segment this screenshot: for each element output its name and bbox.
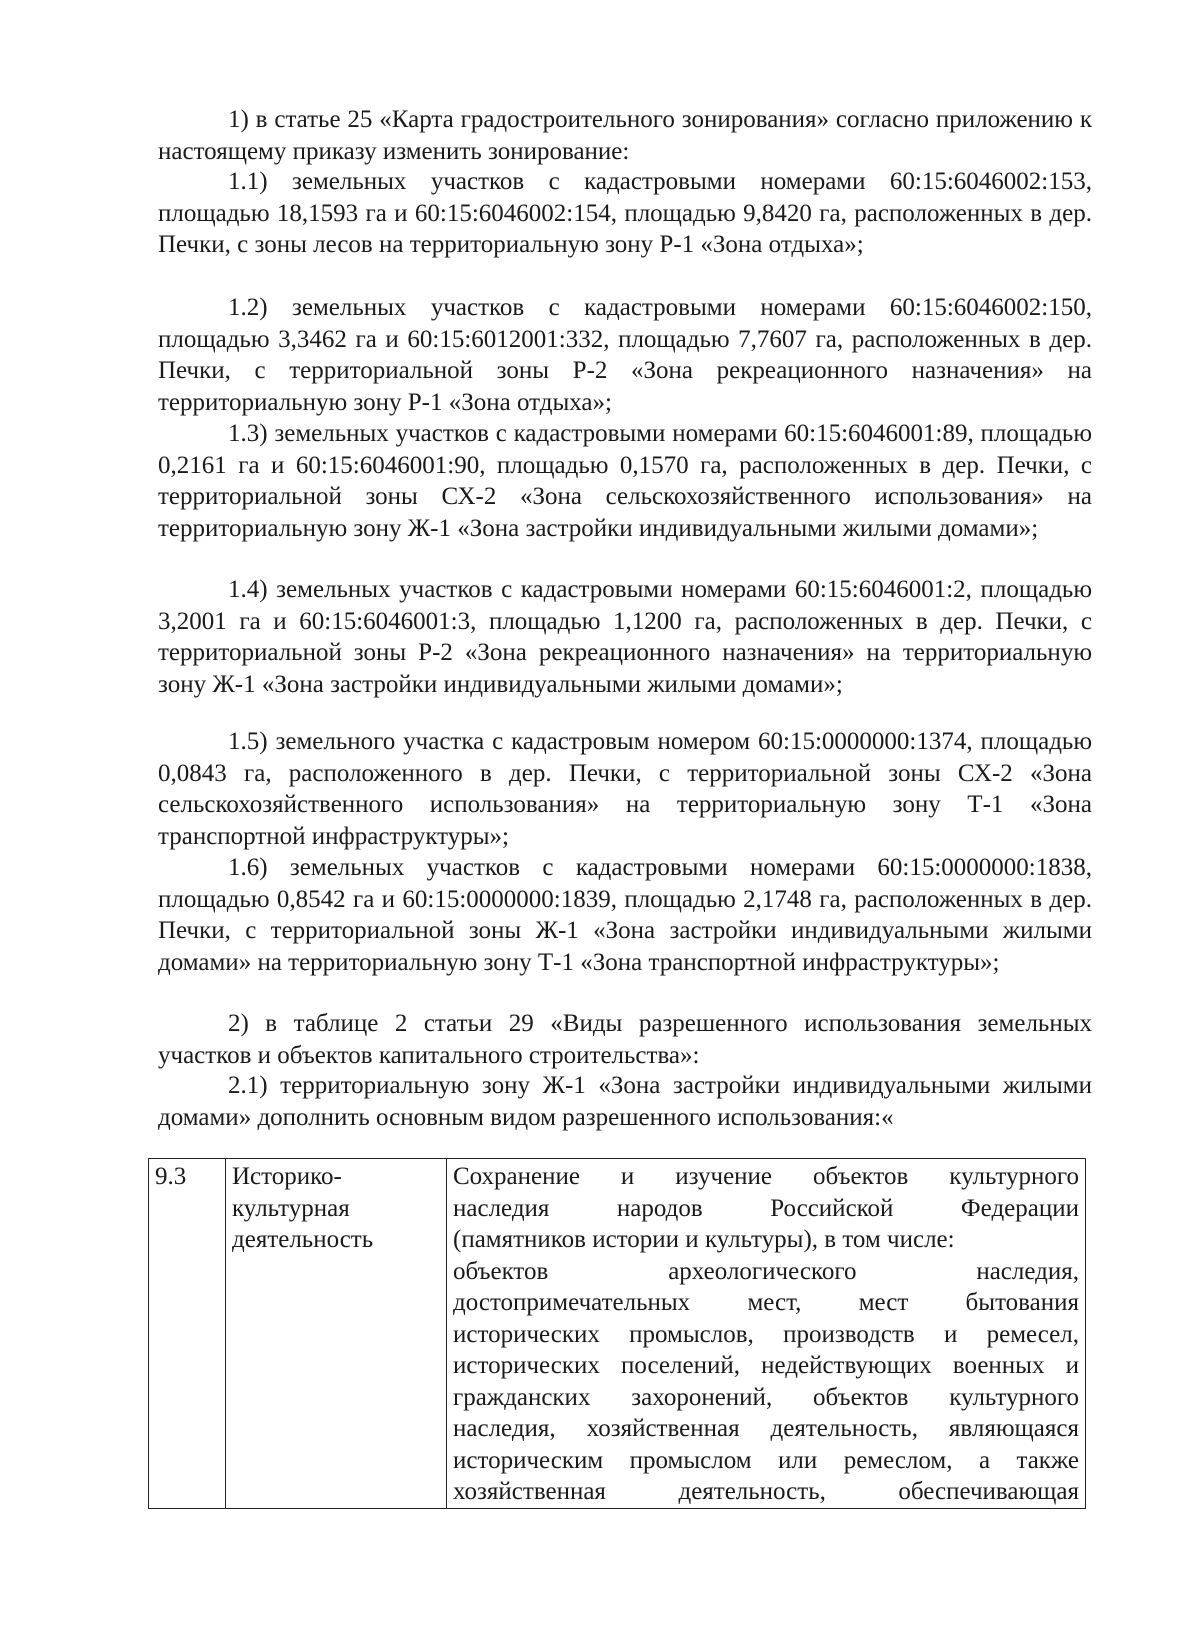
use-code-cell: 9.3: [149, 1159, 226, 1509]
paragraph-2-1: 2.1) территориальную зону Ж-1 «Зона застройки индивидуальными жилыми домами» дополнить основным видом разрешенного использования:«: [158, 1072, 1092, 1131]
description-line: историческим промыслом или ремеслом, а также: [453, 1446, 1079, 1474]
description-line: исторических промыслов, производств и ремесел,: [453, 1320, 1079, 1348]
use-name-line: Историко-: [232, 1163, 342, 1190]
description-line: хозяйственная деятельность, обеспечивающая: [453, 1478, 1079, 1505]
table-row: [149, 1159, 1086, 1509]
description-line: объектов археологического наследия,: [453, 1257, 1079, 1285]
description-line: Сохранение и изучение объектов культурного: [453, 1163, 1079, 1190]
paragraph-1-2: 1.2) земельных участков с кадастровыми номерами 60:15:6046002:150, площадью 3,3462 га и 60:15:6012001:332, площадью 7,7607 га, расположенных в дер. Печки, с территориальной зоны Р-2 «Зона рекреационного назначения» на территориальную зону Р-1 «Зона отдыха»;: [158, 294, 1092, 416]
paragraph-1-3: 1.3) земельных участков с кадастровыми номерами 60:15:6046001:89, площадью 0,2161 га и 60:15:6046001:90, площадью 0,1570 га, расположенных в дер. Печки, с территориальной зоны СХ-2 «Зона сельскохозяйственного использования» на территориальную зону Ж-1 «Зона застройки индивидуальными жилыми домами»;: [158, 420, 1092, 542]
use-description-cell: [447, 1159, 1086, 1509]
description-line: гражданских захоронений, объектов культурного: [453, 1383, 1079, 1411]
description-line: наследия, хозяйственная деятельность, являющаяся: [453, 1415, 1079, 1442]
paragraph-1-1: 1.1) земельных участков с кадастровыми номерами 60:15:6046002:153, площадью 18,1593 га и 60:15:6046002:154, площадью 9,8420 га, расположенных в дер. Печки, с зоны лесов на территориальную зону Р-1 «Зона отдыха»;: [158, 168, 1092, 258]
description-line: наследия народов Российской Федерации: [453, 1194, 1079, 1222]
permitted-use-table: [148, 1158, 1086, 1509]
paragraph-article-25: 1) в статье 25 «Карта градостроительного зонирования» согласно приложению к настоящему приказу изменить зонирование:: [158, 106, 1092, 165]
use-name-cell: [226, 1159, 447, 1509]
paragraph-1-5: 1.5) земельного участка с кадастровым номером 60:15:0000000:1374, площадью 0,0843 га, расположенного в дер. Печки, с территориальной зоны СХ-2 «Зона сельскохозяйственного использования» на территориальную зону Т-1 «Зона транспортной инфраструктуры»;: [158, 728, 1092, 850]
description-line: достопримечательных мест, мест бытования: [453, 1289, 1079, 1316]
paragraph-1-6: 1.6) земельных участков с кадастровыми номерами 60:15:0000000:1838, площадью 0,8542 га и 60:15:0000000:1839, площадью 2,1748 га, расположенных в дер. Печки, с территориальной зоны Ж-1 «Зона застройки индивидуальными жилыми домами» на территориальную зону Т-1 «Зона транспортной инфраструктуры»;: [158, 854, 1092, 976]
paragraph-article-29: 2) в таблице 2 статьи 29 «Виды разрешенного использования земельных участков и объектов капитального строительства»:: [158, 1010, 1092, 1069]
use-name-line: деятельность: [232, 1226, 374, 1253]
paragraph-1-4: 1.4) земельных участков с кадастровыми номерами 60:15:6046001:2, площадью 3,2001 га и 60:15:6046001:3, площадью 1,1200 га, расположенных в дер. Печки, с территориальной зоны Р-2 «Зона рекреационного назначения» на территориальную зону Ж-1 «Зона застройки индивидуальными жилыми домами»;: [158, 576, 1092, 698]
description-line: (памятников истории и культуры), в том числе:: [453, 1226, 955, 1253]
description-line: исторических поселений, недействующих военных и: [453, 1352, 1079, 1379]
use-name-line: культурная: [232, 1194, 350, 1222]
